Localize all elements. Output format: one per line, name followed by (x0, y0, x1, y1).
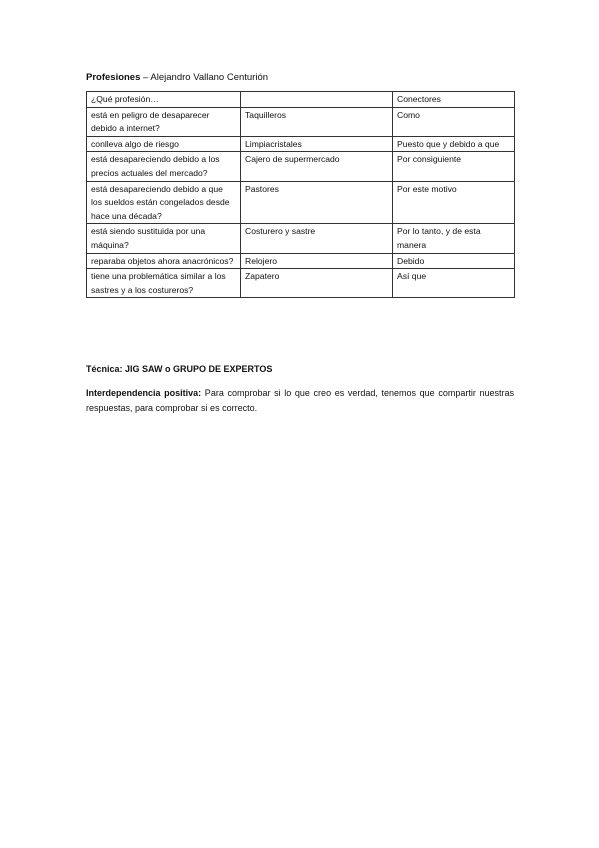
profession-cell: Zapatero (241, 269, 393, 298)
connector-cell: Como (393, 107, 515, 136)
professions-table (86, 91, 515, 298)
technique-heading: Técnica: JIG SAW o GRUPO DE EXPERTOS (86, 364, 273, 374)
table-row (87, 152, 515, 181)
question-cell: está desapareciendo debido a los precios actuales del mercado? (87, 152, 241, 181)
table-header-row (87, 92, 515, 108)
profession-cell: Limpiacristales (241, 136, 393, 152)
profession-cell: Costurero y sastre (241, 224, 393, 253)
question-cell: está en peligro de desaparecer debido a internet? (87, 107, 241, 136)
profession-cell: Taquilleros (241, 107, 393, 136)
table-row (87, 269, 515, 298)
title-author: – Alejandro Vallano Centurión (140, 72, 269, 83)
question-cell: tiene una problemática similar a los sastres y a los costureros? (87, 269, 241, 298)
table-row (87, 253, 515, 269)
page-title (86, 72, 268, 84)
table-row (87, 136, 515, 152)
interdependence-paragraph (86, 386, 514, 415)
interdependence-label: Interdependencia positiva: (86, 388, 202, 398)
question-cell: está desapareciendo debido a que los sueldos están congelados desde hace una década? (87, 181, 241, 224)
table-row (87, 224, 515, 253)
connector-cell: Por consiguiente (393, 152, 515, 181)
profession-cell: Cajero de supermercado (241, 152, 393, 181)
question-cell: conlleva algo de riesgo (87, 136, 241, 152)
title-bold: Profesiones (86, 72, 141, 83)
question-cell: reparaba objetos ahora anacrónicos? (87, 253, 241, 269)
connector-cell: Por lo tanto, y de esta manera (393, 224, 515, 253)
interdependence-text: Para comprobar si lo que creo es verdad, tenemos que compartir nuestras respuestas, para comprobar si es correcto. (86, 388, 514, 413)
connector-cell: Debido (393, 253, 515, 269)
header-cell-connectors: Conectores (393, 92, 515, 108)
profession-cell: Relojero (241, 253, 393, 269)
connector-cell: Puesto que y debido a que (393, 136, 515, 152)
header-cell-question: ¿Qué profesión… (87, 92, 241, 108)
profession-cell: Pastores (241, 181, 393, 224)
connector-cell: Así que (393, 269, 515, 298)
table-row (87, 107, 515, 136)
table-row (87, 181, 515, 224)
question-cell: está siendo sustituida por una máquina? (87, 224, 241, 253)
connector-cell: Por este motivo (393, 181, 515, 224)
header-cell-profession (241, 92, 393, 108)
